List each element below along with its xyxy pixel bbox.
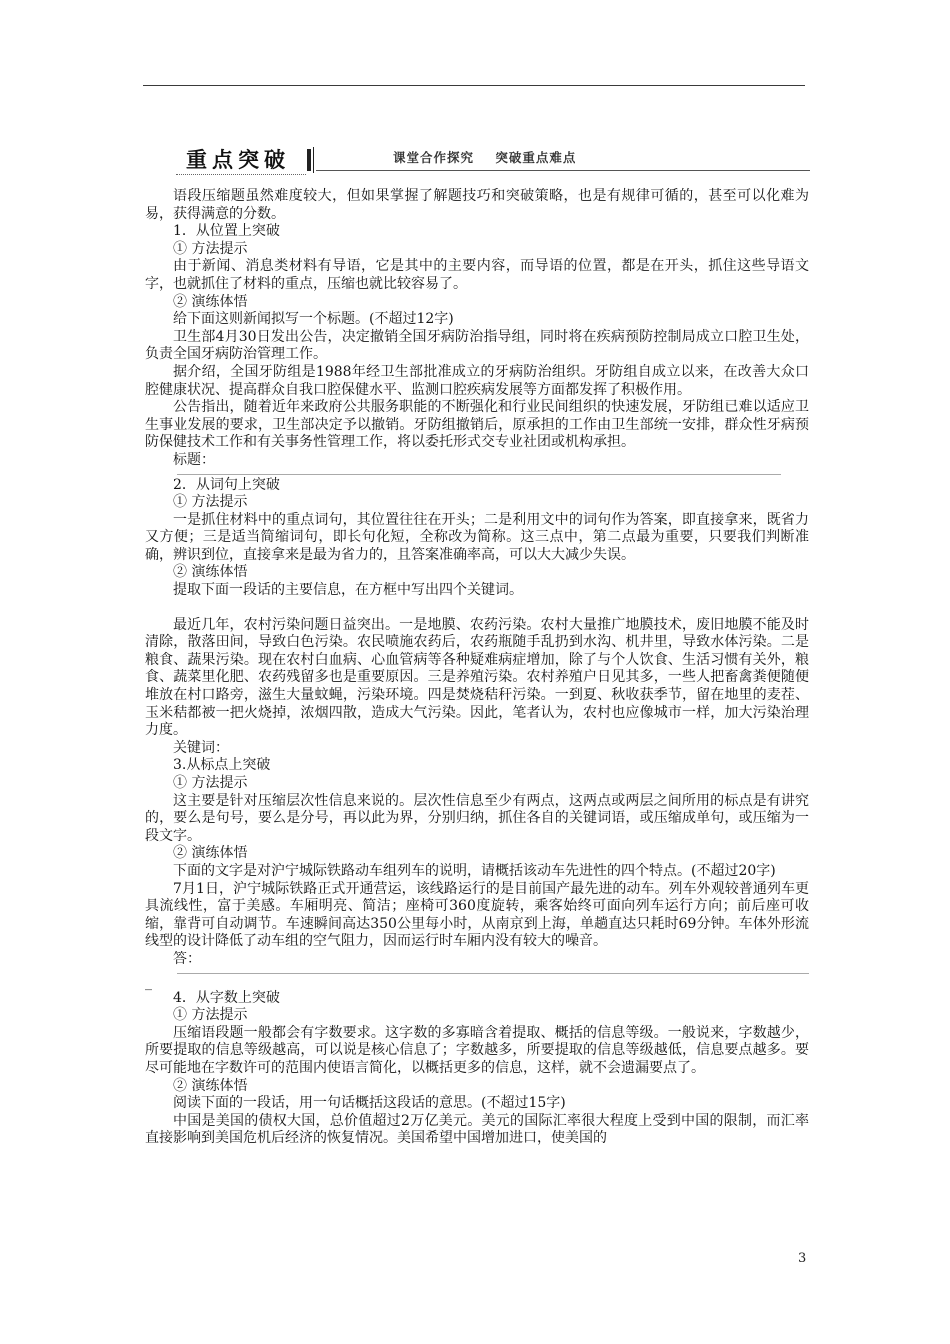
section-1-task: 给下面这则新闻拟写一个标题。(不超过12字) [173, 311, 454, 328]
section-1-practice-label: ② 演练体悟 [173, 293, 248, 310]
section-1-tip-label: ① 方法提示 [173, 240, 248, 257]
section-3-heading: 3.从标点上突破 [173, 757, 271, 774]
section-3-task: 下面的文字是对沪宁城际铁路动车组列车的说明，请概括该动车先进性的四个特点。(不超过20字) [173, 862, 776, 879]
section-1-answer-label: 标题： [173, 451, 215, 468]
section-title: 重点突破 [186, 148, 290, 172]
section-3-practice-label: ② 演练体悟 [173, 845, 248, 862]
banner-dotted-line [176, 174, 306, 175]
banner-underline [316, 170, 810, 171]
section-1-tip: 由于新闻、消息类材料有导语，它是其中的主要内容，而导语的位置，都是在开头，抓住这些导语文字，也就抓住了材料的重点，压缩也就比较容易了。 [145, 258, 809, 292]
section-subtitle: 课堂合作探究 突破重点难点 [393, 150, 577, 165]
section-2-practice-label: ② 演练体悟 [173, 564, 248, 581]
section-4-task: 阅读下面的一段话，用一句话概括这段话的意思。(不超过15字) [173, 1095, 566, 1112]
stray-dash: _ [145, 974, 152, 991]
section-2-material: 最近几年，农村污染问题日益突出。一是地膜、农药污染。农村大量推广地膜技术，废旧地膜不能及时清除，散落田间，导致白色污染。农民喷施农药后，农药瓶随手乱扔到水沟、机井里，导致水体污染。二是粮食、蔬果污染。现在农村白血病、心血管病等各种疑难病症增加，除了与个人饮食、生活习惯有关外，粮食、蔬菜里化肥、农药残留多也是重要原因。三是养殖污染。农村养殖户日见其多，一些人把畜禽粪便随便堆放在村口路旁，滋生大量蚊蝇，污染环境。四是焚烧秸秆污染。一到夏、秋收获季节，留在地里的麦茬、玉米秸都被一把火烧掉，浓烟四散，造成大气污染。因此，笔者认为，农村也应像城市一样，加大污染治理力度。 [145, 616, 809, 739]
section-banner [176, 145, 810, 177]
section-1-news-p1: 卫生部4月30日发出公告，决定撤销全国牙病防治指导组，同时将在疾病预防控制局成立口腔卫生处，负责全国牙病防治管理工作。 [145, 328, 809, 363]
section-2-tip: 一是抓住材料中的重点词句，其位置往往在开头；二是利用文中的词句作为答案，即直接拿来，既省力又方便；三是适当简缩词句，即长句化短，全称改为简称。这三点中，第二点最为重要，只要我们判断准确，辨识到位，直接拿来是最为省力的，且答案准确率高，可以大大减少失误。 [145, 511, 809, 563]
banner-bar-thin [313, 147, 314, 173]
section-1-news-p3: 公告指出，随着近年来政府公共服务职能的不断强化和行业民间组织的快速发展，牙防组已难以适应卫生事业发展的要求，卫生部决定予以撤销。牙防组撤销后，原承担的工作由卫生部统一安排，群众性牙病预防保健技术工作和有关事务性管理工作，将以委托形式交专业社团或机构承担。 [145, 399, 809, 451]
section-2-heading: 2．从词句上突破 [173, 476, 280, 493]
section-2-tip-label: ① 方法提示 [173, 494, 248, 511]
document-body [145, 188, 809, 1148]
section-4-heading: 4．从字数上突破 [173, 989, 280, 1006]
section-3-tip-label: ① 方法提示 [173, 775, 248, 791]
section-3-answer-label: 答： [173, 950, 201, 967]
section-3-answer-line[interactable] [177, 973, 809, 974]
section-1-answer-line[interactable] [177, 474, 781, 475]
section-4-practice-label: ② 演练体悟 [173, 1077, 248, 1094]
section-2-answer-label: 关键词： [173, 739, 229, 756]
intro-paragraph: 语段压缩题虽然难度较大，但如果掌握了解题技巧和突破策略，也是有规律可循的，甚至可以化难为易，获得满意的分数。 [145, 188, 809, 222]
banner-bar [307, 149, 311, 171]
section-2-box-space[interactable] [145, 600, 809, 617]
section-3-tip: 这主要是针对压缩层次性信息来说的。层次性信息至少有两点，这两点或两层之间所用的标点是有讲究的，要么是句号，要么是分号，再以此为界，分别归纳，抓住各自的关键词语，或压缩成单句，或压缩为一段文字。 [145, 792, 809, 844]
section-3-material: 7月1日，沪宁城际铁路正式开通营运，该线路运行的是目前国产最先进的动车。列车外观较普通列车更具流线性，富于美感。车厢明亮、简洁；座椅可360度旋转，乘客始终可面向列车运行方向；前后座可收缩，靠背可自动调节。车速瞬间高达350公里每小时，从南京到上海，单趟直达只耗时69分钟。车体外形流线型的设计降低了动车组的空气阻力，因而运行时车厢内没有较大的噪音。 [145, 880, 809, 950]
section-1-heading: 1．从位置上突破 [173, 223, 280, 240]
header-rule [143, 85, 805, 86]
section-1-news-p2: 据介绍，全国牙防组是1988年经卫生部批准成立的牙病防治组织。牙防组自成立以来，在改善大众口腔健康状况、提高群众自我口腔保健水平、监测口腔疾病发展等方面都发挥了积极作用。 [145, 363, 809, 398]
page-number: 3 [798, 1251, 807, 1266]
section-4-material: 中国是美国的债权大国，总价值超过2万亿美元。美元的国际汇率很大程度上受到中国的限制，而汇率直接影响到美国危机后经济的恢复情况。美国希望中国增加进口，使美国的 [145, 1112, 809, 1147]
section-4-tip-label: ① 方法提示 [173, 1007, 248, 1024]
section-2-task: 提取下面一段话的主要信息，在方框中写出四个关键词。 [173, 582, 523, 599]
section-4-tip: 压缩语段题一般都会有字数要求。这字数的多寡暗含着提取、概括的信息等级。一般说来，字数越少，所要提取的信息等级越高，可以说是核心信息了；字数越多，所要提取的信息等级越低，信息要点越多。要尽可能地在字数许可的范围内使语言简化，以概括更多的信息，这样，就不会遗漏要点了。 [145, 1024, 809, 1076]
